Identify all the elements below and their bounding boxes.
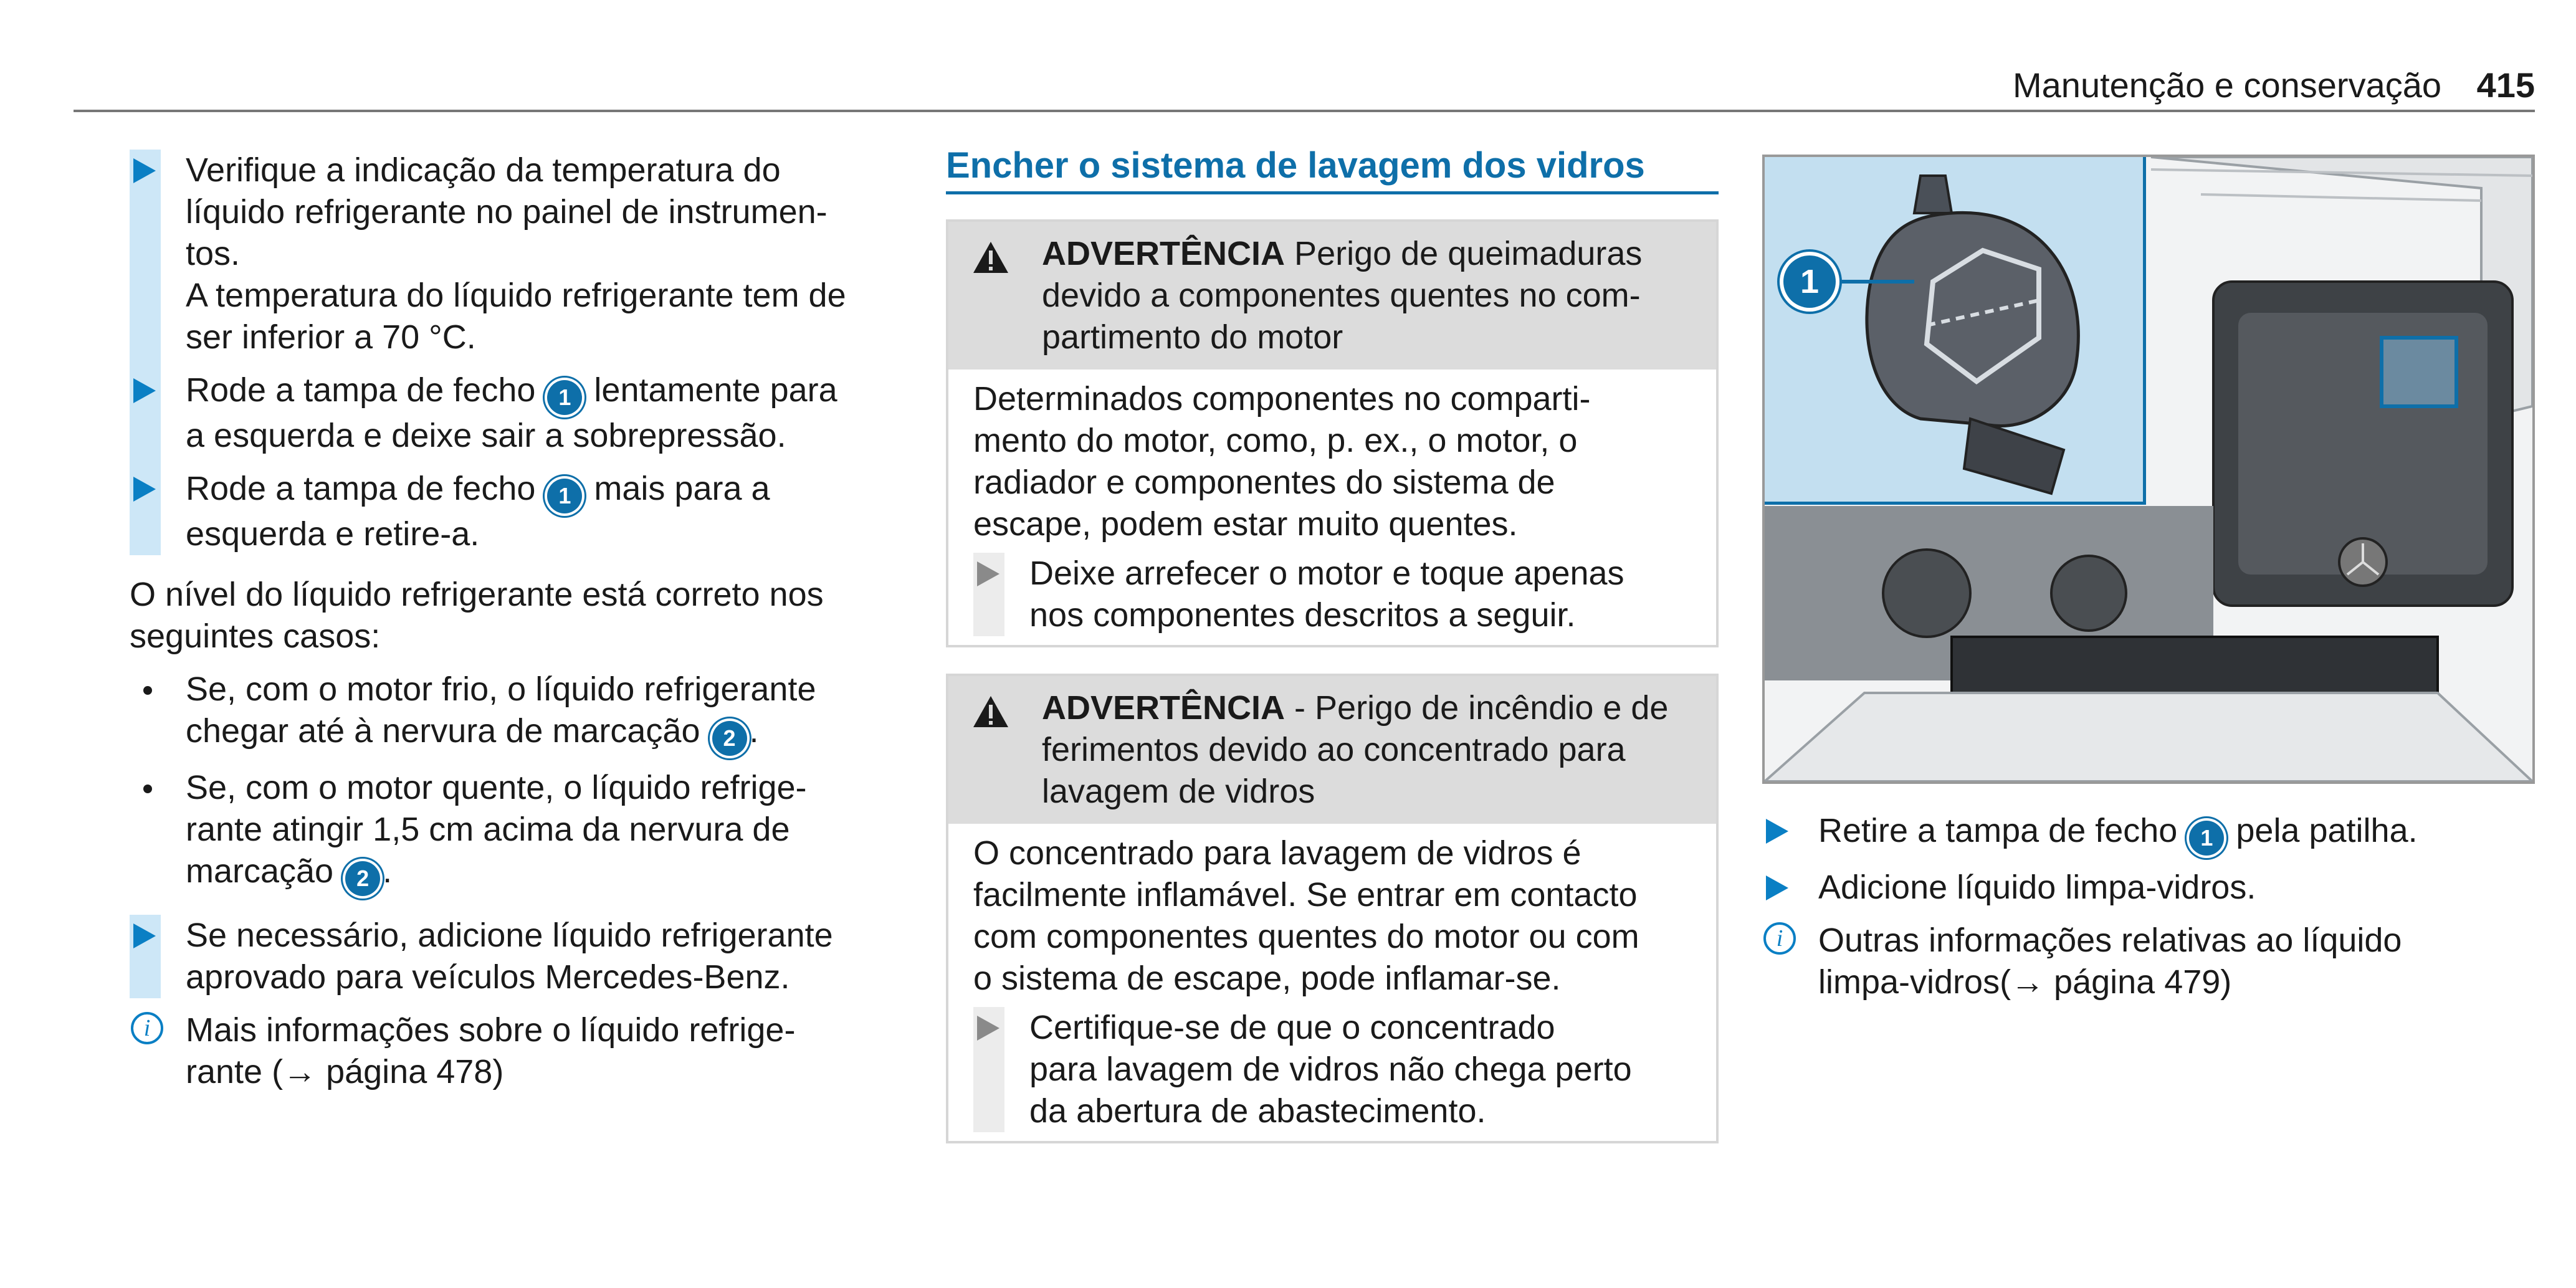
- figure-callout-1: 1: [1783, 255, 1836, 308]
- step-text: tos.: [186, 235, 241, 272]
- step-arrow-icon: [1766, 875, 1788, 900]
- step-remove-cap: [130, 468, 909, 555]
- step-check-temperature: [130, 150, 909, 358]
- page-link[interactable]: rante (→ página 478): [186, 1053, 504, 1090]
- column-right-steps: [1762, 810, 2535, 1014]
- column-middle: [946, 145, 1719, 1170]
- marker-1: 1: [2189, 821, 2224, 856]
- step-text: Rode a tampa de fecho 1 lentamente para: [186, 370, 909, 415]
- info-washer-fluid: i Outras informações relativas ao líquido limpa-vidros(→ página 479): [1762, 920, 2535, 1003]
- bullet-hot-engine: Se, com o motor quente, o líquido refrige- rante atingir 1,5 cm acima da nervura de marcação 2 .: [130, 767, 909, 896]
- reservoir-cap-illustration: [1765, 157, 2143, 502]
- column-left: [130, 150, 909, 1104]
- warning-body: O concentrado para lavagem de vidros é facilmente inflamável. Se entrar em contacto com componentes quentes do motor ou com o sistema de escape, pode inflamar-se. Certifique-se de que o concentrado para lavagem de vidros não chega perto da abertura de abastecimento.: [948, 824, 1716, 1141]
- bullet-dot: [143, 785, 152, 793]
- step-arrow-icon: [133, 923, 156, 948]
- step-arrow-icon: [1766, 819, 1788, 844]
- marker-2: 2: [712, 721, 747, 756]
- warning-header: ADVERTÊNCIA Perigo de queimaduras devido a componentes quentes no com- partimento do motor: [948, 222, 1716, 370]
- warning-header: ADVERTÊNCIA - Perigo de incêndio e de ferimentos devido ao concentrado para lavagem de vidros: [948, 676, 1716, 824]
- step-add-coolant: Se necessário, adicione líquido refrigerante aprovado para veículos Mercedes-Benz.: [130, 915, 909, 998]
- page-link[interactable]: limpa-vidros(→ página 479): [1818, 963, 2232, 1001]
- warning-box-burns: [946, 219, 1719, 647]
- step-text: ser inferior a 70 °C.: [186, 318, 476, 356]
- step-arrow-icon: [133, 158, 156, 183]
- warning-body: Determinados componentes no comparti- mento do motor, como, p. ex., o motor, o radiador e componentes do sistema de escape, podem estar muito quentes. Deixe arrefecer o motor e toque apenas nos componentes descritos a seguir.: [948, 370, 1716, 645]
- warning-box-fire: [946, 674, 1719, 1143]
- warning-triangle-icon: [972, 241, 1009, 274]
- bullet-cold-engine: Se, com o motor frio, o líquido refrigerante chegar até à nervura de marcação 2 .: [130, 669, 909, 756]
- step-text: a esquerda e deixe sair a sobrepressão.: [186, 417, 786, 454]
- step-remove-washer-cap: Retire a tampa de fecho 1 pela patilha.: [1762, 810, 2535, 856]
- info-icon: i: [131, 1012, 163, 1044]
- warning-triangle-icon: [972, 695, 1009, 728]
- step-arrow-icon: [977, 561, 999, 586]
- bullet-dot: [143, 686, 152, 695]
- step-text: Rode a tampa de fecho 1 mais para a: [186, 468, 909, 513]
- reservoir-cap-inset: [1765, 157, 2146, 505]
- section-title: Encher o sistema de lavagem dos vidros: [946, 145, 1719, 194]
- step-arrow-icon: [977, 1016, 999, 1041]
- page-header: [74, 62, 2535, 112]
- paragraph-coolant-level: O nível do líquido refrigerante está correto nos seguintes casos:: [130, 576, 824, 655]
- warning-step: Certifique-se de que o concentrado para lavagem de vidros não chega perto da abertura de abastecimento.: [973, 1007, 1691, 1132]
- info-coolant: i Mais informações sobre o líquido refrige- rante (→ página 478): [130, 1009, 909, 1093]
- step-text: A temperatura do líquido refrigerante tem de: [186, 277, 846, 314]
- marker-1: 1: [547, 479, 582, 513]
- step-text: Verifique a indicação da temperatura do: [186, 151, 781, 189]
- info-icon: i: [1763, 922, 1796, 955]
- header-title: Manutenção e conservação: [2013, 65, 2441, 105]
- step-arrow-icon: [133, 378, 156, 403]
- step-text: esquerda e retire-a.: [186, 515, 480, 553]
- warning-step: Deixe arrefecer o motor e toque apenas nos componentes descritos a seguir.: [973, 553, 1691, 636]
- engine-bay-figure: [1762, 155, 2535, 784]
- marker-2: 2: [345, 861, 380, 896]
- step-arrow-icon: [133, 477, 156, 502]
- step-text: líquido refrigerante no painel de instrumen-: [186, 193, 828, 231]
- step-add-washer-fluid: Adicione líquido limpa-vidros.: [1762, 867, 2535, 909]
- page-number: 415: [2476, 65, 2535, 105]
- marker-1: 1: [547, 380, 582, 415]
- step-turn-cap: [130, 370, 909, 457]
